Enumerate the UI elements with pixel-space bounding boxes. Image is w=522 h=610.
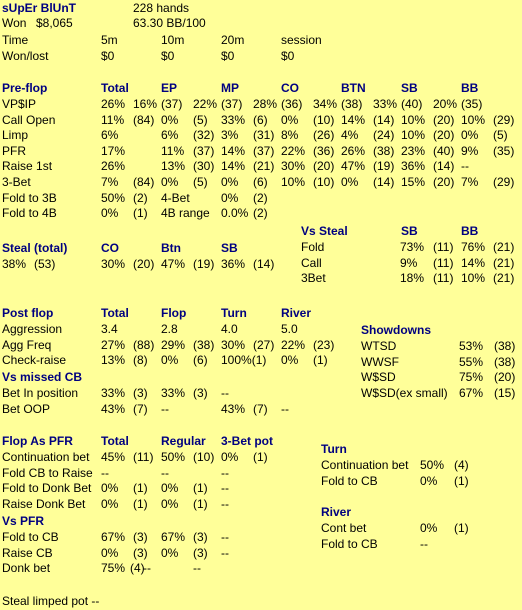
preflop-cell: (14) (373, 175, 395, 189)
postflop-header-1: Total (101, 306, 129, 320)
flop-pfr-cell: 50% (161, 450, 186, 464)
vs-steal-cell: 9% (400, 255, 418, 270)
vs-steal-cell: (11) (433, 240, 454, 254)
postflop-cell: (1) (313, 353, 328, 367)
vs-steal-cell: 10% (461, 271, 486, 285)
preflop-cell: (30) (193, 159, 215, 174)
preflop-cell: 0% (101, 206, 119, 221)
vs-steal-header: Vs Steal (301, 224, 348, 238)
vs-steal-label: Fold (301, 240, 325, 254)
preflop-cell: (36) (313, 143, 335, 158)
missed-cb-cell: -- (281, 401, 289, 416)
wonlost-10m: $0 (161, 49, 175, 63)
preflop-cell: 7% (101, 175, 119, 189)
preflop-cell: 13% (161, 159, 186, 174)
preflop-cell: 0% (281, 112, 299, 127)
missed-cb-cell: (3) (133, 386, 148, 400)
showdown-cell: 55% (459, 354, 484, 369)
vs-pfr-cell: 67% (161, 530, 186, 544)
showdown-cell: (20) (494, 370, 516, 384)
vs-pfr-cell: -- (143, 561, 151, 575)
preflop-cell: (20) (433, 112, 455, 127)
preflop-cell: (38) (373, 143, 395, 158)
preflop-cell: (14) (433, 159, 455, 174)
flop-pfr-cell: 0% (221, 450, 239, 464)
river-cell: (1) (454, 521, 469, 535)
missed-cb-cell: 43% (221, 401, 246, 416)
postflop-cell: 100%(1) (221, 353, 267, 367)
turn-cell: 0% (420, 473, 438, 488)
preflop-cell: 33% (373, 97, 398, 111)
preflop-cell: (40) (433, 143, 455, 158)
showdown-cell: (15) (494, 385, 516, 400)
preflop-cell: (26) (313, 128, 335, 143)
preflop-header-0: Pre-flop (2, 81, 48, 95)
vs-pfr-cell: -- (221, 530, 229, 544)
vs-steal-label: 3Bet (301, 271, 326, 285)
preflop-cell: (37) (193, 143, 215, 158)
preflop-cell: (29) (493, 112, 515, 127)
preflop-cell: (84) (133, 175, 155, 189)
preflop-cell: (10) (313, 112, 335, 127)
flop-pfr-header-1: Total (101, 434, 129, 448)
postflop-cell: (38) (193, 337, 215, 352)
preflop-cell: 0.0% (221, 206, 249, 221)
vs-pfr-label: Fold to CB (2, 530, 59, 544)
preflop-cell: (5) (493, 128, 508, 143)
preflop-cell: 0% (221, 175, 239, 189)
preflop-header-6: SB (401, 81, 418, 95)
steal-total-cell: (53) (34, 257, 56, 271)
preflop-cell: 50% (101, 190, 126, 205)
steal-total-header: Steal (total) (2, 241, 68, 255)
postflop-cell: 27% (101, 337, 126, 352)
steal-sb-header: SB (221, 241, 238, 255)
preflop-cell: (5) (193, 175, 208, 189)
vs-steal-cell: (21) (493, 240, 515, 254)
preflop-cell: (37) (221, 97, 243, 111)
flop-pfr-label: Continuation bet (2, 450, 90, 464)
steal-btn-header: Btn (161, 241, 181, 255)
preflop-row-label: Raise 1st (2, 159, 53, 174)
time-5m-header: 5m (101, 33, 118, 47)
flop-pfr-cell: (11) (133, 450, 154, 464)
preflop-cell: 4B range (161, 206, 210, 221)
preflop-row-label: 3-Bet (2, 175, 31, 189)
preflop-cell: 9% (461, 143, 479, 158)
flop-pfr-header-3: 3-Bet pot (221, 434, 273, 448)
postflop-cell: (8) (133, 353, 148, 367)
preflop-cell: 6% (161, 128, 179, 143)
river-cell: -- (420, 536, 428, 551)
preflop-cell: 10% (281, 175, 306, 189)
showdown-cell: 53% (459, 339, 484, 353)
flop-pfr-cell: (1) (193, 481, 208, 495)
preflop-cell: 28% (253, 97, 278, 111)
preflop-cell: 4-Bet (161, 190, 190, 205)
preflop-cell: 0% (221, 190, 239, 205)
showdown-label: W$SD (361, 370, 396, 384)
preflop-cell: (6) (253, 175, 268, 189)
won-value: $8,065 (36, 16, 73, 30)
preflop-cell: 10% (401, 128, 426, 143)
preflop-header-3: MP (221, 81, 239, 95)
postflop-cell: (27) (253, 337, 275, 352)
preflop-cell: (21) (253, 159, 275, 174)
preflop-cell: (38) (341, 97, 363, 111)
vs-steal-label: Call (301, 255, 322, 270)
preflop-cell: 6% (101, 128, 119, 143)
turn-label: Fold to CB (321, 473, 378, 488)
steal-total-cell: 30% (101, 257, 126, 271)
missed-cb-cell: 33% (101, 386, 126, 400)
showdowns-header: Showdowns (361, 323, 431, 337)
flop-pfr-cell: -- (101, 465, 109, 480)
preflop-cell: (2) (253, 190, 268, 205)
postflop-header-3: Turn (221, 306, 247, 320)
preflop-cell: 7% (461, 175, 479, 189)
preflop-cell: (1) (133, 206, 148, 221)
wonlost-5m: $0 (101, 49, 115, 63)
flop-pfr-cell: -- (161, 465, 169, 480)
wonlost-session: $0 (281, 49, 295, 63)
turn-cell: (4) (454, 458, 469, 472)
flop-pfr-cell: 0% (161, 496, 179, 511)
flop-pfr-cell: (1) (253, 450, 268, 464)
missed-cb-label: Bet OOP (2, 401, 51, 416)
preflop-header-5: BTN (341, 81, 366, 95)
preflop-cell: 26% (341, 143, 366, 158)
preflop-cell: 22% (281, 143, 306, 158)
postflop-row-label: Aggression (2, 322, 63, 336)
preflop-row-label: PFR (2, 143, 26, 158)
preflop-row-label: Fold to 3B (2, 190, 57, 205)
vs-steal-cell: (11) (433, 255, 454, 270)
steal-total-cell: (14) (253, 257, 275, 271)
postflop-cell: 22% (281, 337, 306, 352)
missed-cb-cell: 43% (101, 401, 126, 416)
preflop-cell: (20) (433, 175, 455, 189)
flop-pfr-label: Raise Donk Bet (2, 496, 86, 511)
preflop-cell: (14) (373, 112, 395, 127)
preflop-cell: (6) (253, 112, 268, 127)
preflop-cell: 34% (313, 97, 338, 111)
preflop-cell: (5) (193, 112, 208, 127)
preflop-cell: 10% (461, 112, 486, 127)
preflop-cell: (20) (433, 128, 455, 143)
river-header: River (321, 505, 352, 519)
vs-pfr-cell: 0% (101, 545, 119, 560)
vs-pfr-cell: (3) (193, 545, 208, 560)
preflop-cell: (19) (373, 159, 395, 174)
flop-pfr-cell: -- (221, 465, 229, 480)
vs-pfr-header: Vs PFR (2, 514, 45, 528)
preflop-cell: 4% (341, 128, 359, 143)
showdown-label: W$SD(ex small) (361, 385, 448, 400)
missed-cb-cell: -- (161, 401, 169, 416)
player-name: sUpEr BlUnT (2, 1, 77, 15)
steal-total-cell: 38% (2, 257, 27, 271)
vs-pfr-cell: -- (221, 545, 229, 560)
flop-pfr-cell: (1) (193, 496, 208, 511)
bb-per-100: 63.30 BB/100 (133, 16, 206, 30)
postflop-row-label: Check-raise (2, 353, 67, 367)
preflop-cell: (32) (193, 128, 215, 143)
flop-pfr-cell: (10) (193, 450, 215, 464)
flop-pfr-label: Fold CB to Raise (2, 465, 93, 480)
flop-pfr-cell: 0% (161, 481, 179, 495)
vs-pfr-cell: 67% (101, 530, 126, 544)
preflop-header-7: BB (461, 81, 479, 95)
steal-co-header: CO (101, 241, 119, 255)
postflop-cell: 5.0 (281, 322, 298, 336)
preflop-cell: 30% (281, 159, 306, 174)
flop-pfr-label: Fold to Donk Bet (2, 481, 92, 495)
preflop-cell: (2) (133, 190, 148, 205)
preflop-row-label: VP$IP (2, 97, 37, 111)
preflop-cell: 11% (101, 112, 125, 127)
preflop-cell: (35) (493, 143, 515, 158)
preflop-cell: (36) (281, 97, 303, 111)
vs-pfr-cell: (3) (133, 545, 148, 560)
preflop-cell: 0% (461, 128, 479, 143)
postflop-cell: 0% (161, 353, 179, 367)
preflop-cell: (37) (161, 97, 183, 111)
preflop-cell: 14% (341, 112, 366, 127)
vs-pfr-cell: 75% (101, 561, 126, 575)
vs-pfr-cell: 0% (161, 545, 179, 560)
preflop-cell: 33% (221, 112, 246, 127)
vs-missed-cb-header: Vs missed CB (2, 370, 83, 384)
turn-cell: 50% (420, 458, 445, 472)
vs-pfr-cell: (3) (193, 530, 208, 544)
postflop-cell: 13% (101, 353, 126, 367)
preflop-cell: 8% (281, 128, 299, 143)
flop-pfr-cell: (1) (133, 496, 148, 511)
vs-steal-cell: (11) (433, 271, 454, 285)
vs-steal-cell: (21) (493, 271, 515, 285)
vs-pfr-cell: -- (193, 561, 201, 575)
steal-total-cell: (19) (193, 257, 215, 271)
vs-steal-cell: (21) (493, 255, 515, 270)
missed-cb-cell: (3) (193, 386, 208, 400)
preflop-cell: 16% (133, 97, 158, 111)
vs-steal-cell: 14% (461, 255, 486, 270)
postflop-cell: (6) (193, 353, 208, 367)
steal-limped-pot: Steal limped pot -- (2, 594, 100, 608)
preflop-cell: 0% (161, 175, 179, 189)
time-10m-header: 10m (161, 33, 185, 47)
preflop-cell: 47% (341, 159, 366, 174)
postflop-cell: 2.8 (161, 322, 178, 336)
turn-label: Continuation bet (321, 458, 409, 472)
postflop-cell: 3.4 (101, 322, 118, 336)
hands-count: 228 hands (133, 1, 190, 15)
preflop-cell: 10% (401, 112, 426, 127)
preflop-cell: 0% (161, 112, 179, 127)
vs-pfr-label: Donk bet (2, 561, 51, 575)
showdown-label: WTSD (361, 339, 397, 353)
won-label: Won (2, 16, 27, 30)
preflop-cell: 26% (101, 159, 126, 174)
vs-pfr-cell: (4) (130, 561, 145, 575)
postflop-header-0: Post flop (2, 306, 54, 320)
missed-cb-cell: (7) (133, 401, 148, 416)
showdown-cell: (38) (494, 354, 516, 369)
river-label: Fold to CB (321, 536, 378, 551)
preflop-cell: 14% (221, 159, 246, 174)
missed-cb-label: Bet In position (2, 386, 79, 400)
preflop-cell: (24) (373, 128, 395, 143)
preflop-cell: 14% (221, 143, 246, 158)
showdown-cell: 67% (459, 385, 484, 400)
wonlost-20m: $0 (221, 49, 235, 63)
turn-header: Turn (321, 442, 347, 456)
preflop-cell: -- (461, 159, 469, 174)
vs-pfr-cell: (3) (133, 530, 148, 544)
preflop-header-4: CO (281, 81, 299, 95)
steal-total-cell: (20) (133, 257, 155, 271)
preflop-cell: 20% (433, 97, 458, 111)
flop-pfr-cell: 0% (101, 496, 119, 511)
preflop-cell: (20) (313, 159, 335, 174)
flop-pfr-cell: -- (221, 496, 229, 511)
preflop-cell: (84) (133, 112, 155, 127)
vs-steal-cell: 76% (461, 240, 486, 254)
time-session-header: session (281, 33, 322, 47)
preflop-row-label: Limp (2, 128, 29, 143)
missed-cb-cell: 33% (161, 386, 186, 400)
river-label: Cont bet (321, 521, 367, 535)
preflop-cell: 11% (161, 143, 185, 158)
postflop-cell: (23) (313, 337, 335, 352)
vs-steal-cell: 73% (400, 240, 425, 254)
showdown-label: WWSF (361, 354, 399, 369)
postflop-header-2: Flop (161, 306, 187, 320)
preflop-cell: 23% (401, 143, 426, 158)
vs-pfr-label: Raise CB (2, 545, 53, 560)
preflop-row-label: Call Open (2, 112, 56, 127)
showdown-cell: 75% (459, 370, 484, 384)
preflop-cell: 36% (401, 159, 426, 174)
showdown-cell: (38) (494, 339, 516, 353)
postflop-cell: 30% (221, 337, 246, 352)
preflop-cell: 26% (101, 97, 126, 111)
turn-cell: (1) (454, 473, 469, 488)
postflop-cell: 0% (281, 353, 299, 367)
flop-pfr-cell: 0% (101, 481, 119, 495)
wonlost-label: Won/lost (2, 49, 49, 63)
vs-steal-bb-header: BB (461, 224, 479, 238)
preflop-header-1: Total (101, 81, 129, 95)
preflop-cell: (40) (401, 97, 423, 111)
flop-pfr-header-0: Flop As PFR (2, 434, 73, 448)
preflop-cell: (2) (253, 206, 268, 221)
preflop-header-2: EP (161, 81, 178, 95)
time-20m-header: 20m (221, 33, 245, 47)
preflop-cell: (31) (253, 128, 275, 143)
postflop-row-label: Agg Freq (2, 337, 52, 352)
preflop-cell: (29) (493, 175, 515, 189)
flop-pfr-cell: 45% (101, 450, 126, 464)
preflop-cell: 3% (221, 128, 239, 143)
postflop-cell: (88) (133, 337, 155, 352)
flop-pfr-cell: (1) (133, 481, 148, 495)
preflop-cell: 22% (193, 97, 218, 111)
preflop-cell: 0% (341, 175, 359, 189)
preflop-cell: (10) (313, 175, 335, 189)
preflop-cell: 15% (401, 175, 426, 189)
time-label: Time (2, 33, 29, 47)
postflop-header-4: River (281, 306, 312, 320)
missed-cb-cell: (7) (253, 401, 268, 416)
postflop-cell: 4.0 (221, 322, 238, 336)
preflop-cell: 17% (101, 143, 126, 158)
steal-total-cell: 47% (161, 257, 186, 271)
missed-cb-cell: -- (221, 386, 229, 400)
postflop-cell: 29% (161, 337, 186, 352)
river-cell: 0% (420, 521, 438, 535)
flop-pfr-cell: -- (221, 481, 229, 495)
vs-steal-sb-header: SB (401, 224, 418, 238)
flop-pfr-header-2: Regular (161, 434, 206, 448)
preflop-row-label: Fold to 4B (2, 206, 57, 221)
preflop-cell: (37) (253, 143, 275, 158)
vs-steal-cell: 18% (400, 271, 425, 285)
preflop-cell: (35) (461, 97, 483, 111)
steal-total-cell: 36% (221, 257, 246, 271)
